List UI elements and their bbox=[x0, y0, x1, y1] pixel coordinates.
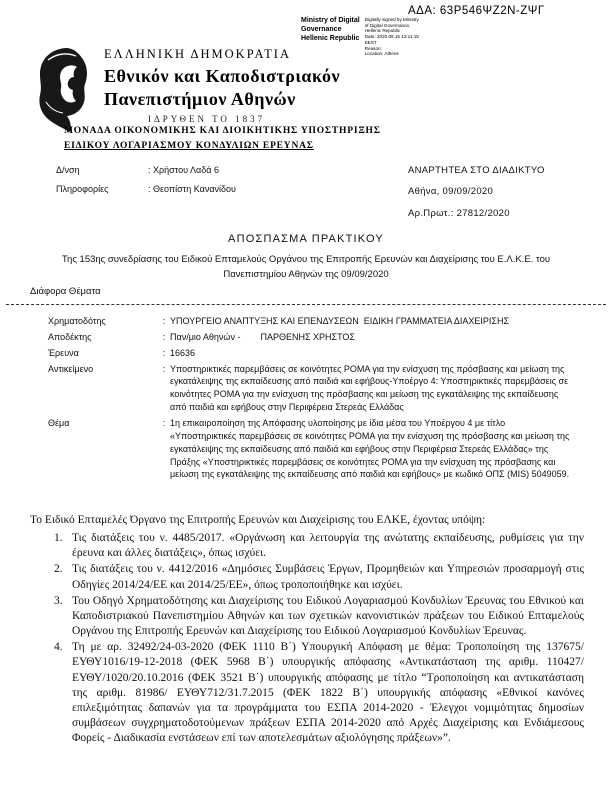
athena-emblem-icon bbox=[32, 46, 102, 134]
subject-matter-value: Υποστηρικτικές παρεμβάσεις σε κοινότητες ΡΟΜΑ για την ενίσχυση της πρόσβασης και μείωση της εγκατάλειψης της εκπαίδευσης από παιδιά και εφήβους-Υποέργο 4: Υποστηρικτικές παρεμβάσεις σε κοινότητες ΡΟΜΑ για την ενίσχυση της πρόσβασης και μείωση της εγκατάλειψης της εκπαίδευσης από παιδιά και εφήβους στην Περιφέρεια Στερεάς Ελλάδας bbox=[170, 363, 571, 413]
details-table bbox=[48, 315, 570, 484]
address-value: : Χρήστου Λαδά 6 bbox=[148, 165, 219, 175]
recipient-value: Παν/μιο Αθηνών - ΠΑΡΘΕΝΗΣ ΧΡΗΣΤΟΣ bbox=[170, 331, 355, 342]
legal-basis-list bbox=[30, 531, 584, 747]
protocol-number: Αρ.Πρωτ.: 27812/2020 bbox=[408, 207, 510, 219]
theme-label: Θέμα bbox=[48, 418, 70, 429]
list-item-text: Τη με αρ. 32492/24-03-2020 (ΦΕΚ 1110 Β΄) Υπουργική Απόφαση με θέμα: Τροποποίηση της 137675/ΕΥΘΥ1016/19-12-2018 (ΦΕΚ 5968 Β΄) υπουργικής απόφασης «Αντικατάσταση της αριθμ. 110427/ΕΥΘΥ/1020/20.10.2016 (ΦΕΚ 3521 Β΄) υπουργικής απόφασης με τίτλο “Τροποποίηση και αντικατάσταση της αριθμ. 81986/ ΕΥΘΥ712/31.7.2015 (ΦΕΚ 1822 Β΄) υπουργικής απόφασης «Εθνικοί κανόνες επιλεξιμότητας δαπανών για τα προγράμματα του ΕΣΠΑ 2014-2020 - Έλεγχοι νομιμότητας δημοσίων συμβάσεων συγχρηματοδοτούμενων πράξεων ΕΣΠΑ 2014-2020 από Αρχές Διαχείρισης και Ενδιάμεσους Φορείς - Διαδικασία ενστάσεων επί των αποτελεσμάτων αξιολόγησης πράξεων»”. bbox=[72, 641, 584, 745]
subject-matter-row: Αντικείμενο : Υποστηρικτικές παρεμβάσεις σε κοινότητες ΡΟΜΑ για την ενίσχυση της πρόσβασης και μείωση της εγκατάλειψης της εκπαίδευσης από παιδιά και εφήβους-Υποέργο 4: Υποστηρικτικές παρεμβάσεις σε κοινότητες ΡΟΜΑ για την ενίσχυση της πρόσβασης και μείωση της εγκατάλειψης της εκπαίδευσης από παιδιά και εφήβους στην Περιφέρεια Στερεάς Ελλάδας bbox=[48, 363, 571, 413]
research-value: 16636 bbox=[170, 347, 196, 358]
recipient-row: Αποδέκτης : Παν/μιο Αθηνών - ΠΑΡΘΕΝΗΣ ΧΡΗΣΤΟΣ bbox=[48, 331, 570, 344]
web-posting-label: ΑΝΑΡΤΗΤΕΑ ΣΤΟ ΔΙΑΔΙΚΤΥΟ bbox=[408, 165, 545, 176]
list-item bbox=[30, 562, 584, 592]
list-item-text: Του Οδηγό Χρηματοδότησης και Διαχείρισης του Ειδικού Λογαριασμού Κονδυλίων Έρευνας του Εθνικού και Καποδιστριακού Πανεπιστημίου Αθηνών και των σχετικών κανονιστικών πράξεων του Ειδικού Επταμελούς Οργάνου της Επιτροπής Ερευνών και Διαχείρισης του Ειδικού Λογαριασμού Κονδυλίων Έρευνας. bbox=[72, 594, 584, 638]
letterhead bbox=[104, 47, 340, 124]
list-item bbox=[30, 640, 584, 746]
recipient-label: Αποδέκτης bbox=[48, 331, 92, 342]
list-item-text: Τις διατάξεις του ν. 4485/2017. «Οργάνωση και λειτουργία της ανώτατης εκπαίδευσης, ρυθμίσεις για την έρευνα και άλλες διατάξεις», όπως ισχύει. bbox=[72, 532, 584, 560]
list-item bbox=[30, 531, 584, 561]
research-row: Έρευνα : 16636 bbox=[48, 347, 570, 360]
theme-value: 1η επικαιροποίηση της Απόφασης υλοποίησης με ίδια μέσα του Υποέργου 4 με τίτλο «Υποστηρικτικές παρεμβάσεις σε κοινότητες ΡΟΜΑ για την ενίσχυση της πρόσβασης και μείωση της εγκατάλειψης της εκπαίδευσης από παιδιά και εφήβους στην Περιφέρεια Στερεάς Ελλάδας» της Πράξης «Υποστηρικτικές παρεμβάσεις σε κοινότητες ΡΟΜΑ για την ενίσχυση της πρόσβασης και μείωση της εγκατάλειψης της εκπαίδευσης από παιδιά και εφήβους» με κωδικό ΟΠΣ (MIS) 5049059. bbox=[170, 418, 572, 480]
info-label: Πληροφορίες bbox=[56, 183, 109, 194]
list-item-number: 3. bbox=[54, 594, 63, 607]
session-description: Της 153ης συνεδρίασης του Ειδικού Επταμελούς Οργάνου της Επιτροπής Ερευνών και Διαχείρισης του Ε.Λ.Κ.Ε. του Πανεπιστημίου Αθηνών της 09/09/2020 bbox=[61, 254, 551, 280]
extract-title: ΑΠΟΣΠΑΣΜΑ ΠΡΑΚΤΙΚΟΥ bbox=[228, 233, 384, 245]
list-item-text: Τις διατάξεις του ν. 4412/2016 «Δημόσιες Συμβάσεις Έργων, Προμηθειών και Υπηρεσιών προσαρμογή στις Οδηγίες 2014/24/ΕΕ και 2014/25/ΕΕ», όπως τροποποιήθηκε και ισχύει. bbox=[72, 563, 584, 591]
city-date: Αθήνα, 09/09/2020 bbox=[408, 186, 494, 198]
info-value: : Θεοπίστη Κανανίδου bbox=[148, 183, 236, 194]
dashed-separator bbox=[6, 304, 606, 305]
contact-block bbox=[56, 161, 236, 199]
info-row bbox=[56, 180, 236, 199]
signature-authority: Ministry of Digital Governance Hellenic Republic bbox=[301, 17, 360, 42]
unit-name-line2: ΕΙΔΙΚΟΥ ΛΟΓΑΡΙΑΣΜΟΥ ΚΟΝΔΥΛΙΩΝ ΕΡΕΥΝΑΣ bbox=[64, 140, 314, 151]
funder-value: ΥΠΟΥΡΓΕΙΟ ΑΝΑΠΤΥΞΗΣ ΚΑΙ ΕΠΕΝΔΥΣΕΩΝ ΕΙΔΙΚΗ ΓΡΑΜΜΑΤΕΙΑ ΔΙΑΧΕΙΡΙΣΗΣ bbox=[170, 316, 510, 326]
research-label: Έρευνα bbox=[48, 347, 79, 358]
list-item bbox=[30, 594, 584, 640]
funder-row: Χρηματοδότης : ΥΠΟΥΡΓΕΙΟ ΑΝΑΠΤΥΞΗΣ ΚΑΙ ΕΠΕΝΔΥΣΕΩΝ ΕΙΔΙΚΗ ΓΡΑΜΜΑΤΕΙΑ ΔΙΑΧΕΙΡΙΣΗΣ bbox=[48, 315, 570, 328]
unit-name bbox=[64, 124, 381, 153]
address-label: Δ/νση bbox=[56, 165, 80, 175]
address-row bbox=[56, 161, 236, 180]
meta-block bbox=[408, 160, 545, 224]
list-item-number: 1. bbox=[54, 532, 63, 544]
founded-label: ΙΔΡΥΘΕΝ ΤΟ 1837 bbox=[148, 114, 266, 124]
unit-name-line1: ΜΟΝΑΔΑ ΟΙΚΟΝΟΜΙΚΗΣ ΚΑΙ ΔΙΟΙΚΗΤΙΚΗΣ ΥΠΟΣΤΗΡΙΞΗΣ bbox=[64, 126, 381, 136]
university-name-line1: Εθνικόν και Καποδιστριακόν bbox=[104, 66, 340, 86]
list-item-number: 4. bbox=[54, 641, 63, 654]
funder-label: Χρηματοδότης bbox=[48, 316, 106, 326]
signature-stamp-text: Digitally signed by Ministry of Digital Governance, Hellenic Republic Date: 2020.09.15 13:11:15 EEST Reason: Location: Athens bbox=[364, 17, 419, 57]
republic-title: ΕΛΛΗΝΙΚΗ ΔΗΜΟΚΡΑΤΙΑ bbox=[104, 47, 291, 61]
body-intro: Το Ειδικό Επταμελές Όργανο της Επιτροπής Ερευνών και Διαχείρισης του ΕΛΚΕ, έχοντας υπόψη: bbox=[30, 514, 486, 526]
university-name-line2: Πανεπιστήμιον Αθηνών bbox=[104, 88, 296, 109]
ada-code: ΑΔΑ: 63Ρ546ΨΖ2Ν-ΖΨΓ bbox=[408, 5, 545, 17]
subject-matter-label: Αντικείμενο bbox=[48, 363, 94, 374]
theme-row: Θέμα : 1η επικαιροποίηση της Απόφασης υλοποίησης με ίδια μέσα του Υποέργου 4 με τίτλο «Υποστηρικτικές παρεμβάσεις σε κοινότητες ΡΟΜΑ για την ενίσχυση της πρόσβασης και μείωση της εγκατάλειψης της εκπαίδευσης από παιδιά και εφήβους στην Περιφέρεια Στερεάς Ελλάδας» της Πράξης «Υποστηρικτικές παρεμβάσεις σε κοινότητες ΡΟΜΑ για την ενίσχυση της πρόσβασης και μείωση της εγκατάλειψης της εκπαίδευσης από παιδιά και εφήβους» με κωδικό ΟΠΣ (MIS) 5049059. bbox=[48, 418, 572, 480]
list-item-number: 2. bbox=[54, 563, 63, 576]
topics-label: Διάφορα Θέματα bbox=[30, 286, 101, 297]
